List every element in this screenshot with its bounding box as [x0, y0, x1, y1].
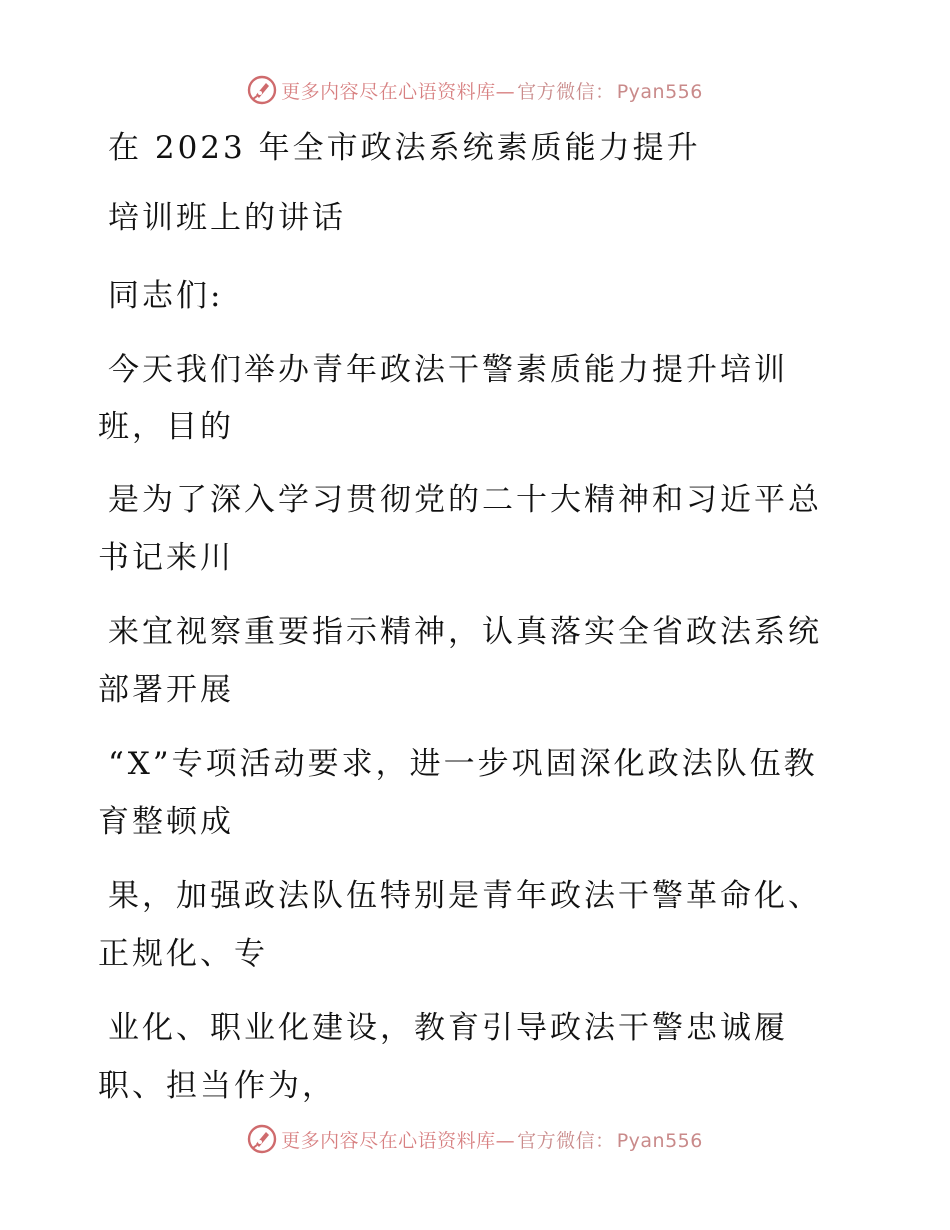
watermark-separator: — [495, 1129, 516, 1152]
watermark-separator: — [495, 80, 516, 103]
watermark-wechat-id: Pyan556 [616, 1129, 703, 1152]
watermark-wechat-label: 官方微信： [517, 1129, 615, 1152]
watermark-brand: 更多内容尽在心语资料库 [281, 1129, 496, 1152]
watermark-wechat-label: 官方微信： [517, 80, 615, 103]
paragraph-line: 是为了深入学习贯彻党的二十大精神和习近平总 [108, 482, 822, 518]
pen-nib-circle-icon [247, 75, 277, 105]
header-watermark [0, 72, 950, 108]
paragraph-line: 书记来川 [98, 540, 234, 576]
paragraph-line: 业化、职业化建设，教育引导政法干警忠诚履 [108, 1010, 788, 1046]
watermark-text [281, 1126, 703, 1153]
paragraph-line: 部署开展 [98, 672, 234, 708]
paragraph-line: 班，目的 [98, 409, 234, 445]
title-line-2: 培训班上的讲话 [108, 200, 346, 236]
pen-nib-circle-icon [247, 1124, 277, 1154]
footer-watermark [0, 1121, 950, 1157]
paragraph-line: 今天我们举办青年政法干警素质能力提升培训 [108, 352, 788, 388]
salutation: 同志们: [108, 278, 224, 314]
paragraph-line: “X”专项活动要求，进一步巩固深化政法队伍教 [108, 746, 818, 782]
watermark-wechat-id: Pyan556 [616, 80, 703, 103]
paragraph-line: 正规化、专 [98, 936, 268, 972]
paragraph-line: 职、担当作为， [98, 1068, 336, 1104]
paragraph-line: 果，加强政法队伍特别是青年政法干警革命化、 [108, 878, 822, 914]
watermark-text [281, 77, 703, 104]
title-line-1: 在 2023 年全市政法系统素质能力提升 [108, 130, 701, 166]
paragraph-line: 来宜视察重要指示精神，认真落实全省政法系统 [108, 614, 822, 650]
watermark-brand: 更多内容尽在心语资料库 [281, 80, 496, 103]
paragraph-line: 育整顿成 [98, 804, 234, 840]
